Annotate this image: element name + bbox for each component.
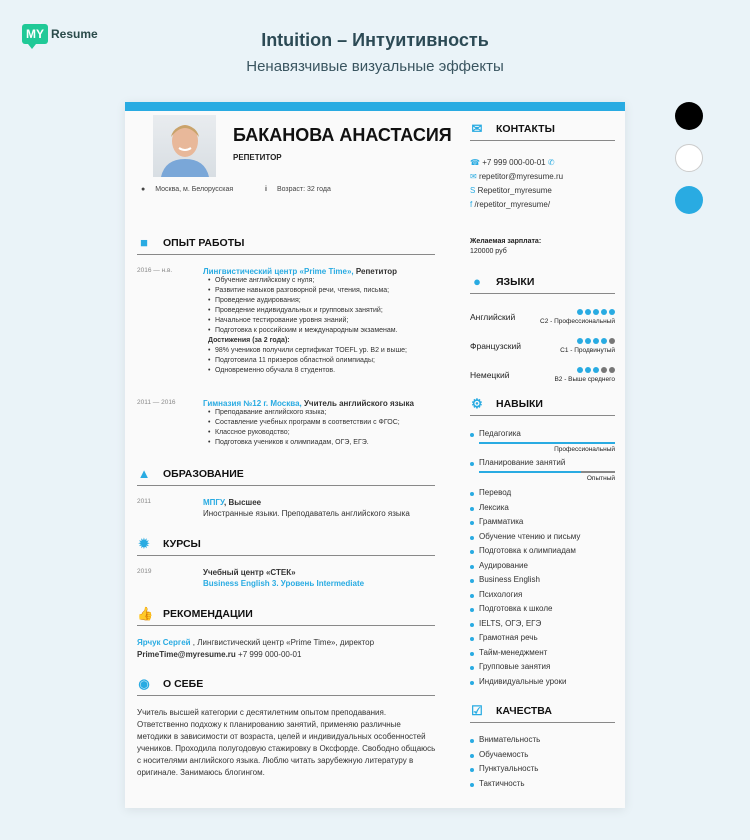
entry-date: 2019 — [137, 568, 152, 575]
skype[interactable]: Repetitor_myresume — [477, 186, 552, 195]
quality-item: Обучаемость — [470, 748, 615, 763]
qualities-list — [470, 733, 615, 791]
section-courses — [137, 538, 435, 556]
course-provider: Учебный центр «СТЕК» — [203, 568, 296, 577]
quality-item: Пунктуальность — [470, 762, 615, 777]
age-text: Возраст: 32 года — [276, 186, 331, 193]
section-title: ОПЫТ РАБОТЫ — [163, 237, 245, 249]
thumbs-up-icon: 👍 — [137, 606, 154, 621]
skill-bar-item — [470, 456, 615, 485]
skill-item: Тайм-менеджмент — [470, 646, 615, 661]
email[interactable]: repetitor@myresume.ru — [478, 172, 564, 181]
skill-item: Подготовка к олимпиадам — [470, 544, 615, 559]
phone-icon: ☎ — [470, 158, 480, 167]
logo-badge: MY — [22, 24, 48, 44]
achievement: • 98% учеников получили сертификат TOEFL ур. B2 и выше; — [215, 346, 443, 356]
globe-icon: ● — [473, 274, 481, 289]
skill-item: Перевод — [470, 486, 615, 501]
course-entry — [137, 568, 447, 598]
envelope-icon: ✉ — [471, 121, 483, 136]
section-title: О СЕБЕ — [163, 678, 204, 690]
checkbox-icon: ☑ — [471, 703, 483, 718]
institution-link[interactable]: МПГУ — [203, 498, 225, 507]
language-dots — [577, 309, 615, 315]
section-contacts — [470, 123, 615, 141]
skill-item: Подготовка к школе — [470, 602, 615, 617]
duty: • Начальное тестирование уровня знаний; — [215, 316, 443, 326]
experience-entry — [137, 399, 447, 459]
briefcase-icon: ■ — [140, 235, 148, 250]
gears-icon: ⚙ — [471, 396, 483, 411]
salary-label: Желаемая зарплата: — [470, 238, 542, 245]
skill-item: Обучение чтению и письму — [470, 530, 615, 545]
achievements-title: Достижения (за 2 года): — [208, 337, 290, 344]
entry-date: 2016 — н.в. — [137, 267, 173, 274]
color-swatch-black[interactable] — [675, 102, 703, 130]
duty: • Преподавание английского языка; — [215, 408, 453, 418]
section-title: КОНТАКТЫ — [496, 123, 555, 135]
full-name: БАКАНОВА АНАСТАСИЯ — [233, 125, 452, 145]
achievement: • Подготовила 11 призеров областной олимпиады; — [215, 356, 443, 366]
section-languages — [470, 276, 615, 294]
education-desc: Иностранные языки. Преподаватель английского языка — [203, 509, 410, 518]
location — [141, 186, 233, 193]
section-about — [137, 678, 435, 696]
reference-phone: +7 999 000-00-01 — [235, 650, 302, 659]
skill-bar-item — [470, 427, 615, 456]
language-level: B2 - Выше среднего — [554, 376, 615, 383]
salary-value: 120000 руб — [470, 248, 507, 255]
language-name: Немецкий — [470, 370, 510, 380]
facebook[interactable]: /repetitor_myresume/ — [474, 200, 551, 209]
language-dots — [577, 367, 615, 373]
duty: • Подготовка к российским и международным экзаменам. — [215, 326, 443, 336]
skill-item: Лексика — [470, 501, 615, 516]
languages-list — [470, 307, 615, 394]
section-qualities — [470, 705, 615, 723]
contacts-list — [470, 156, 563, 212]
skill-item: Business English — [470, 573, 615, 588]
skill-bar — [479, 442, 615, 444]
skill-name: Педагогика — [470, 427, 615, 442]
section-title: РЕКОМЕНДАЦИИ — [163, 608, 253, 620]
skill-name: Планирование занятий — [470, 456, 615, 471]
experience-entry — [137, 267, 437, 387]
position: Учитель английского языка — [301, 399, 414, 408]
language-dots — [577, 338, 615, 344]
color-swatch-blue[interactable] — [675, 186, 703, 214]
badge-icon: ✹ — [138, 536, 150, 551]
skill-level: Профессиональный — [554, 445, 615, 453]
duty: • Классное руководство; — [215, 428, 453, 438]
quality-item: Тактичность — [470, 777, 615, 792]
skills-bars — [470, 427, 615, 485]
resume-page — [125, 102, 625, 808]
section-skills — [470, 398, 615, 416]
section-experience — [137, 237, 435, 255]
skype-icon: S — [470, 186, 476, 195]
skill-item: Групповые занятия — [470, 660, 615, 675]
salary — [470, 237, 541, 257]
reference-email[interactable]: PrimeTime@myresume.ru — [137, 650, 236, 659]
about-text: Учитель высшей категории с десятилетним опытом преподавания. Ответственно подхожу к планированию занятий, применяю различные методики в зависимости от возраста, целей и индивидуальных особенностей учеников. Проходила полугодовую стажировку в Оксфорде. Свободно общаюсь с носителями английского языка. Люблю читать зарубежную литературу в оригинале. Занимаюсь блогингом. — [137, 708, 436, 777]
reference-entry — [137, 637, 447, 661]
location-pin-icon: ● — [141, 186, 146, 193]
employer-link[interactable]: Лингвистический центр «Prime Time», — [203, 267, 354, 276]
age — [265, 186, 331, 193]
skill-item: Психология — [470, 588, 615, 603]
duty: • Развитие навыков разговорной речи, чтения, письма; — [215, 286, 443, 296]
facebook-icon: f — [470, 200, 473, 209]
duty: • Составление учебных программ в соответствии с ФГОС; — [215, 418, 453, 428]
language-name: Французский — [470, 341, 521, 351]
course-name: Business English 3. Уровень Intermediate — [203, 579, 365, 588]
section-references — [137, 608, 435, 626]
skill-level: Опытный — [586, 474, 615, 482]
section-title: КУРСЫ — [163, 538, 201, 550]
location-text: Москва, м. Белорусская — [155, 186, 234, 193]
graduation-cap-icon: ▲ — [137, 466, 151, 481]
achievement: • Одновременно обучала 8 студентов. — [215, 366, 443, 376]
viber-telegram-icon: ✆ — [547, 158, 555, 167]
language-level: C1 - Продвинутый — [560, 347, 615, 354]
page-subtitle: Ненавязчивые визуальные эффекты — [246, 58, 504, 75]
skill-item: Грамматика — [470, 515, 615, 530]
degree-level: , Высшее — [224, 498, 262, 507]
skill-item: Аудирование — [470, 559, 615, 574]
accent-bar — [125, 102, 625, 111]
duty: • Проведение аудирования; — [215, 296, 443, 306]
reference-name: Ярчук Сергей — [137, 638, 191, 647]
avatar — [153, 115, 216, 177]
quality-item: Внимательность — [470, 733, 615, 748]
color-swatch-white[interactable] — [675, 144, 703, 172]
language-item — [470, 365, 615, 394]
skills-list — [470, 486, 615, 689]
info-icon: i — [265, 186, 267, 193]
section-education — [137, 468, 435, 486]
reference-details: , Лингвистический центр «Prime Time», директор — [190, 638, 375, 647]
language-level: C2 - Профессиональный — [540, 318, 615, 325]
language-item — [470, 336, 615, 365]
employer-link[interactable]: Гимназия №12 г. Москва, — [203, 399, 302, 408]
page-title: Intuition – Интуитивность — [261, 30, 489, 50]
section-title: КАЧЕСТВА — [496, 705, 552, 717]
duty: • Подготовка учеников к олимпиадам, ОГЭ, ЕГЭ. — [215, 438, 453, 448]
section-title: ОБРАЗОВАНИЕ — [163, 468, 244, 480]
phone[interactable]: +7 999 000-00-01 — [482, 158, 546, 167]
entry-date: 2011 — [137, 498, 151, 505]
logo-text: Resume — [51, 27, 98, 41]
position: Репетитор — [353, 267, 398, 276]
section-title: НАВЫКИ — [496, 398, 543, 410]
skill-item: IELTS, ОГЭ, ЕГЭ — [470, 617, 615, 632]
entry-date: 2011 — 2016 — [137, 399, 176, 406]
skill-item: Грамотная речь — [470, 631, 615, 646]
section-title: ЯЗЫКИ — [496, 276, 535, 288]
skill-bar — [479, 471, 615, 473]
skill-item: Индивидуальные уроки — [470, 675, 615, 690]
language-name: Английский — [470, 312, 516, 322]
education-entry — [137, 498, 447, 528]
language-item — [470, 307, 615, 336]
duty: • Проведение индивидуальных и групповых занятий; — [215, 306, 443, 316]
duty: • Обучение английскому с нуля; — [215, 276, 443, 286]
email-icon: ✉ — [470, 172, 477, 181]
user-icon: ◉ — [138, 676, 150, 691]
job-title: РЕПЕТИТОР — [233, 153, 282, 162]
